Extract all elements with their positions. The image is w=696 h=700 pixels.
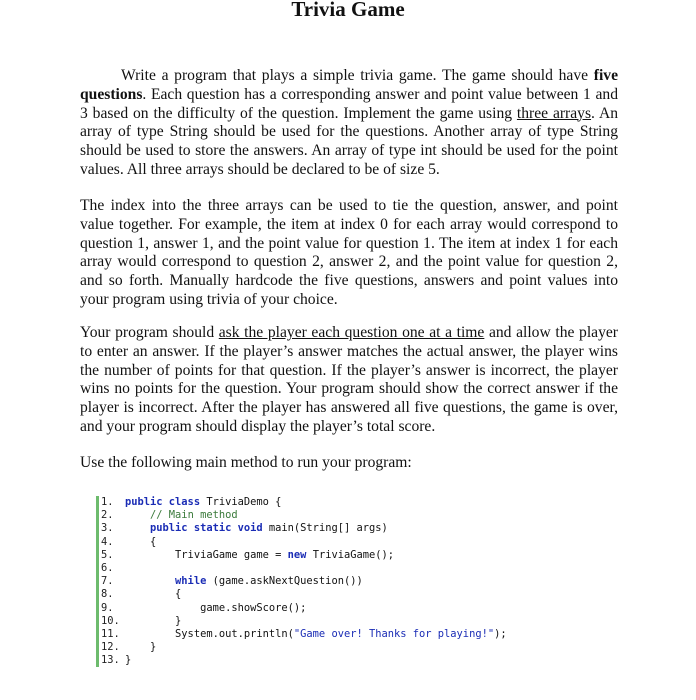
paragraph-index: The index into the three arrays can be used to tie the question, answer, and point value together. For example, the item at index 0 for each array would correspond to question 1, answer 1, and the point value for question 1. The item at index 1 for each array would correspond to question 2, answer 2, and the point value for question 2, and so forth. Manually hardcode the five questions, answers and point values into your program using trivia of your choice. (80, 197, 618, 308)
line-number: 11. (101, 627, 120, 640)
line-number: 10. (101, 614, 120, 627)
code-line (99, 536, 579, 549)
code-line (99, 628, 579, 641)
paragraph-intro-text-3: . An array of type String should be used for the questions. Another array of type String should be used to store the answers. An array of type int should be used for the point values. All three arrays should be declared to be of size 5. (80, 104, 618, 178)
paragraph-gameplay (80, 324, 618, 437)
code-line (99, 562, 579, 575)
code-text (125, 522, 388, 534)
line-number: 6. (101, 561, 114, 574)
code-text (125, 536, 156, 548)
code-token: main(String[] args) (262, 522, 388, 535)
code-token: { (175, 588, 182, 601)
paragraph-gameplay-text-2: and allow the player to enter an answer. If the player’s answer matches the actual answer, the player wins the number of points for that question. If the player’s answer is incorrect, the player wins no points for the question. Your program should show the correct answer if the player is incorrect. After the player has answered all five questions, the game is over, and your program should display the player’s total score. (80, 324, 618, 435)
code-line (99, 602, 579, 615)
code-text (125, 654, 131, 666)
code-token: "Game over! Thanks for playing!" (293, 627, 495, 640)
code-text (125, 588, 181, 600)
code-text (125, 549, 394, 561)
code-token: game.showScore(); (200, 601, 307, 614)
code-text (125, 615, 181, 627)
code-token: new (287, 548, 307, 561)
code-token: } (175, 614, 182, 627)
code-token: while (175, 575, 207, 588)
code-text (125, 641, 156, 653)
code-token: ); (494, 627, 507, 640)
code-token: TriviaDemo { (200, 496, 282, 508)
code-line (99, 549, 579, 562)
code-token: } (125, 654, 132, 667)
paragraph-main-method: Use the following main method to run your program: (80, 454, 412, 471)
code-line (99, 588, 579, 601)
line-number: 12. (101, 641, 120, 654)
paragraph-intro (80, 67, 618, 180)
paragraph-intro-bold: five questions (80, 67, 618, 103)
code-token: // Main method (150, 509, 238, 522)
code-token: { (150, 535, 157, 548)
code-line (99, 641, 579, 654)
line-number: 1. (101, 496, 114, 508)
paragraph-intro-underline: three arrays (516, 104, 592, 122)
code-line (99, 509, 579, 522)
code-text (125, 575, 363, 587)
line-number: 5. (101, 548, 114, 561)
code-token: TriviaGame(); (306, 548, 395, 561)
line-number: 13. (101, 654, 120, 667)
line-number: 7. (101, 575, 114, 588)
paragraph-intro-text-2: . Each question has a corresponding answer and point value between 1 and 3 based on the difficulty of the question. Implement the game using (80, 85, 618, 122)
page-title: Trivia Game (291, 0, 405, 21)
code-text (125, 509, 238, 521)
paragraph-gameplay-text-1: Your program should (80, 324, 219, 341)
line-number: 3. (101, 522, 114, 535)
code-line (99, 496, 579, 509)
code-text (125, 602, 306, 614)
line-number: 4. (101, 535, 114, 548)
code-token: (game.askNextQuestion()) (206, 575, 363, 588)
code-text (125, 628, 507, 640)
line-number: 9. (101, 601, 114, 614)
line-number: 8. (101, 588, 114, 601)
code-line (99, 522, 579, 535)
code-line (99, 654, 579, 667)
code-listing (96, 496, 579, 667)
code-line (99, 615, 579, 628)
code-text (125, 496, 281, 508)
code-token: System.out.println( (175, 627, 294, 640)
paragraph-intro-text-1: Write a program that plays a simple trivia game. The game should have (121, 67, 594, 84)
code-token: public static void (150, 522, 263, 535)
line-number: 2. (101, 509, 114, 522)
code-token: } (150, 641, 157, 654)
code-line (99, 575, 579, 588)
paragraph-gameplay-underline: ask the player each question one at a time (218, 324, 485, 341)
code-token: TriviaGame game = (175, 548, 288, 561)
code-token: public class (125, 496, 201, 508)
